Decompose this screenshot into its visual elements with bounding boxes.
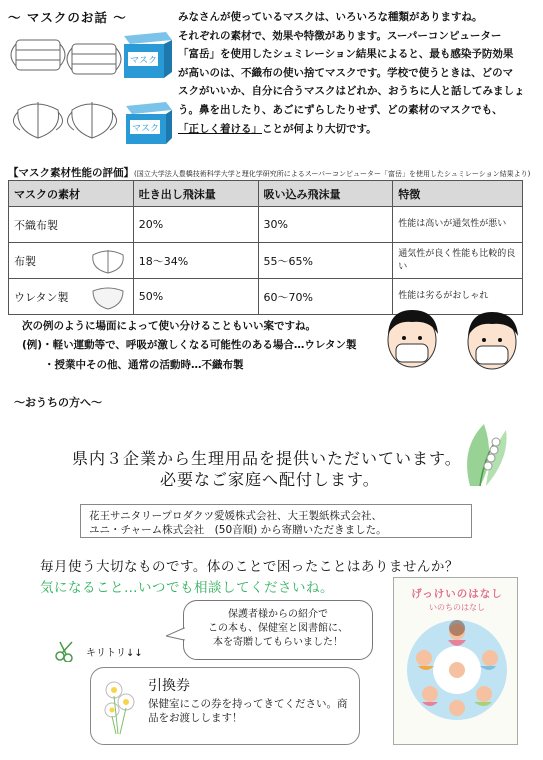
intro-line-rest: ことが何より大切です。 xyxy=(262,122,377,135)
material-cell: ウレタン製 xyxy=(14,290,69,304)
evaluation-source: (国立大学法人豊橋技術科学大学と理化学研究所によるスーパーコンピューター「富岳」を使用したシュミレーション結果より) xyxy=(134,170,531,178)
cloth-mask-image xyxy=(67,102,116,138)
column-header: マスクの素材 xyxy=(9,181,134,207)
intro-line-last xyxy=(178,120,534,139)
coupon-text: 保健室にこの券を持ってきてください。商品をお渡しします！ xyxy=(148,698,348,724)
table-header-row xyxy=(9,181,523,207)
usage-example: (例)・軽い運動等で、呼吸が激しくなる可能性のある場合…ウレタン製 xyxy=(22,339,357,351)
bubble-line: この本も、保健室と図書館に、 xyxy=(208,623,348,634)
book-cover xyxy=(393,577,518,745)
feature-cell: 性能は劣るがおしゃれ xyxy=(393,279,523,315)
pleated-mask-image xyxy=(67,44,121,74)
bubble-line: 本を寄贈してもらいました！ xyxy=(213,637,343,648)
consult-message: 気になること…いつでも相談してくださいね。 xyxy=(40,580,334,596)
inhale-cell: 30% xyxy=(258,207,393,243)
usage-example: ・授業中その他、通常の活動時…不織布製 xyxy=(44,359,244,371)
book-subtitle: いのちのはなし xyxy=(429,603,485,612)
intro-line: みなさんが使っているマスクは、いろいろな種類がありますね。 xyxy=(178,11,483,23)
evaluation-table xyxy=(8,180,523,315)
cut-line-text: キリトリ↓↓ xyxy=(86,647,143,659)
intro-paragraph xyxy=(178,8,534,138)
material-cell-wrap xyxy=(9,243,134,279)
exhale-cell: 18～34% xyxy=(133,243,258,279)
donor-companies-box xyxy=(80,504,472,538)
cloth-mask-icon xyxy=(87,247,129,275)
evaluation-title xyxy=(8,165,530,180)
coupon-title: 引換券 xyxy=(148,678,190,694)
usage-note: 次の例のように場面によって使い分けることもいい案ですね。 xyxy=(22,320,316,332)
highlight-text: 「正しく着ける」 xyxy=(178,122,262,135)
scissors-icon xyxy=(54,640,76,662)
cloth-mask-image xyxy=(13,102,62,138)
column-header: 特徴 xyxy=(393,181,523,207)
intro-line: それぞれの素材で、効果や特徴があります。スーパーコンピューター xyxy=(178,29,502,42)
intro-line: スクがいいか、自分に合うマスクはどれか、おうちに人と話してみましょ xyxy=(178,85,525,98)
lily-of-the-valley-illustration xyxy=(450,418,520,492)
column-header: 吸い込み飛沫量 xyxy=(258,181,393,207)
section-heading: ～おうちの方へ～ xyxy=(14,396,102,409)
bubble-line: 保護者様からの紹介で xyxy=(228,609,328,620)
page-title: ～ マスクのお話 ～ xyxy=(8,10,127,25)
supply-notice: 必要なご家庭へ配付します。 xyxy=(160,470,380,489)
table-row xyxy=(9,207,523,243)
material-cell-wrap xyxy=(9,279,134,315)
column-header: 吐き出し飛沫量 xyxy=(133,181,258,207)
book-illustration xyxy=(404,618,510,722)
mask-box-image xyxy=(126,102,172,144)
exhale-cell: 50% xyxy=(133,279,258,315)
child-face-icon xyxy=(468,312,518,369)
companies-line: ユニ・チャーム株式会社 (50音順) から寄贈いただきました。 xyxy=(89,524,387,536)
companies-line: 花王サニタリープロダクツ愛媛株式会社、大王製紙株式会社、 xyxy=(89,510,383,522)
child-face-icon xyxy=(388,310,438,367)
mask-box-label: マスク xyxy=(130,56,158,66)
feature-cell: 通気性が良く性能も比較的良い xyxy=(393,243,523,279)
inhale-cell: 55～65% xyxy=(258,243,393,279)
feature-cell: 性能は高いが通気性が悪い xyxy=(393,207,523,243)
pleated-mask-image xyxy=(11,40,65,70)
book-title: げっけいのはなし xyxy=(411,588,503,600)
material-cell: 不織布製 xyxy=(9,207,134,243)
intro-line: う。鼻を出したり、あごにずらしたりせず、どの素材のマスクでも、 xyxy=(178,103,503,116)
mask-box-label: マスク xyxy=(132,124,160,134)
speech-bubble xyxy=(183,600,373,660)
inhale-cell: 60～70% xyxy=(258,279,393,315)
daisy-icon xyxy=(100,676,140,740)
material-cell: 布製 xyxy=(14,254,36,268)
monthly-message: 毎月使う大切なものです。体のことで困ったことはありませんか？ xyxy=(40,559,459,575)
supply-notice: 県内３企業から生理用品を提供いただいています。 xyxy=(72,449,462,468)
intro-line: が高いのは、不織布の使い捨てマスクです。学校で使うときは、どのマ xyxy=(178,66,514,79)
bubble-tail-icon xyxy=(166,626,186,646)
urethane-mask-icon xyxy=(87,283,129,311)
table-row xyxy=(9,243,523,279)
masks-illustration xyxy=(6,26,176,156)
intro-line: 「富岳」を使用したシュミレーション結果によると、最も感染予防効果 xyxy=(178,48,514,61)
children-illustration xyxy=(380,304,530,378)
mask-box-image xyxy=(124,32,172,78)
cut-line-label xyxy=(54,640,143,662)
evaluation-heading: 【マスク素材性能の評価】 xyxy=(8,167,134,179)
exhale-cell: 20% xyxy=(133,207,258,243)
